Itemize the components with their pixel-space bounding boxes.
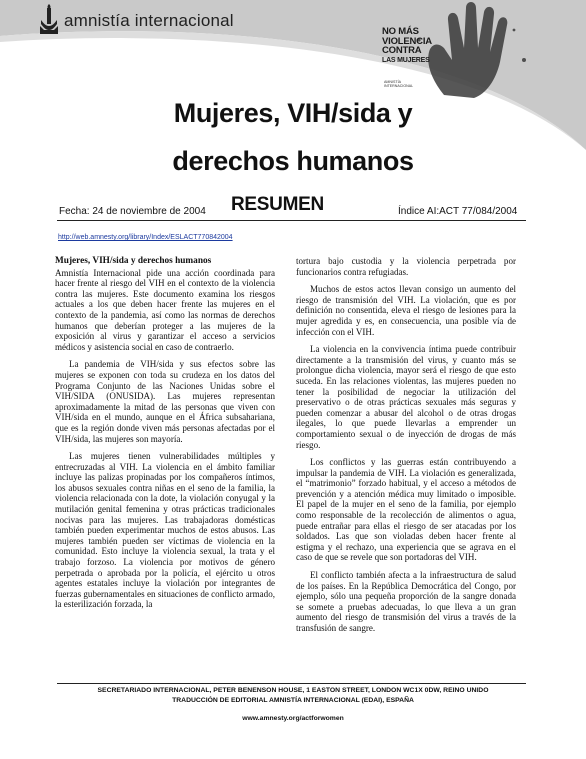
document-index: Índice AI:ACT 77/084/2004 bbox=[398, 206, 518, 217]
right-column bbox=[296, 256, 516, 641]
body-paragraph: El conflicto también afecta a la infraestructura de salud de los países. En la República Democrática del Congo, por ejemplo, sólo una pequeña proporción de la sangre donada se somete a pruebas adecuadas, lo que lleva a un gran aumento del riesgo de transmisión del virus a través de la transfusión de sangre. bbox=[296, 570, 516, 633]
footer-translation: TRADUCCIÓN DE EDITORIAL AMNISTÍA INTERNACIONAL (EDAI), ESPAÑA bbox=[172, 697, 414, 704]
campaign-line: CONTRA bbox=[382, 45, 422, 56]
amnesty-logo bbox=[40, 3, 234, 35]
body-paragraph: Amnistía Internacional pide una acción coordinada para hacer frente al riesgo del VIH en el contexto de la violencia contra las mujeres. Este documento examina los riesgos actuales a los que deben hacer frente las mujeres en el contexto de la pandemia, así como las normas de derechos humanos que deberían proteger a las mujeres de la exposición al virus y garantizar el acceso a servicios médicos y asistencia social en caso de contraerlo. bbox=[55, 267, 275, 352]
footer-divider bbox=[57, 683, 526, 684]
campaign-line: VIOLENCIA bbox=[382, 35, 432, 47]
footer-url[interactable]: www.amnesty.org/actforwomen bbox=[242, 715, 344, 722]
org-name: amnistía internacional bbox=[64, 11, 234, 30]
source-link[interactable]: http://web.amnesty.org/library/Index/ESLACT770842004 bbox=[58, 234, 233, 241]
document-title-line-2: derechos humanos bbox=[172, 146, 414, 176]
document-type: RESUMEN bbox=[231, 194, 324, 215]
campaign-slogan bbox=[382, 27, 432, 65]
campaign-org bbox=[384, 80, 413, 88]
body-paragraph: La violencia en la convivencia íntima puede contribuir directamente a la transmisión del virus, y cuanto más se prolongue dicha violencia, mayor será el riesgo de que esto suceda. En las relaciones violentas, las mujeres pueden no tener la posibilidad de negociar la utilización del preservativo o de otras prácticas sexuales más seguras y pueden comenzar a abusar del alcohol o de otras drogas ilegales, lo que puede llevarlas a emprender un comportamiento sexual o de inyección de drogas de más riesgo. bbox=[296, 344, 516, 450]
body-paragraph: Las mujeres tienen vulnerabilidades múltiples y entrecruzadas al VIH. La violencia en el ámbito familiar incluye las palizas propinadas por los compañeros íntimos, los abusos sexuales contra niñas en el seno de la familia, la violencia relacionada con la dote, la violación conyugal y la mutilación genital femenina y otras prácticas tradicionales nocivas para las mujeres. Las trabajadoras domésticas también pueden experimentar muchos de estos abusos. Las mujeres también pueden ser víctimas de violencia en la comunidad. Esto incluye la violencia sexual, la trata y el trabajo forzoso. La violencia por motivos de género perpetrada o aprobada por la policía, el ejército u otros agentes estatales incluye la violación por integrantes de fuerzas gubernamentales en situaciones de conflicto armado, la esterilización forzada, la bbox=[55, 451, 275, 610]
body-paragraph: Muchos de estos actos llevan consigo un aumento del riesgo de transmisión del VIH. La violación, que es por definición no consentida, eleva el riesgo de lesiones para la mujer agredida y es, en consecuencia, una posible vía de infección con el VIH. bbox=[296, 284, 516, 337]
body-paragraph: La pandemia de VIH/sida y sus efectos sobre las mujeres se exponen con toda su crudeza en los datos del Programa Conjunto de las Naciones Unidas sobre el VIH/SIDA (ONUSIDA). Las mujeres representan aproximadamente la mitad de las personas que viven con VIH/sida en el mundo, aunque en el África subsahariana, que es la región donde viven más personas afectadas por el VIH/sida, las mujeres son mayoría. bbox=[55, 359, 275, 444]
campaign-line: LAS MUJERES bbox=[382, 56, 430, 64]
campaign-line: NO MÁS bbox=[382, 26, 419, 37]
campaign-org-line: AMNISTÍA bbox=[384, 80, 401, 84]
body-paragraph: tortura bajo custodia y la violencia perpetrada por funcionarios contra refugiadas. bbox=[296, 256, 516, 277]
document-title-line-1: Mujeres, VIH/sida y bbox=[173, 98, 413, 128]
document-date: Fecha: 24 de noviembre de 2004 bbox=[59, 206, 206, 217]
footer-address: SECRETARIADO INTERNACIONAL, PETER BENENSON HOUSE, 1 EASTON STREET, LONDON WC1X 0DW, REINO UNIDO bbox=[97, 687, 489, 694]
left-column bbox=[55, 256, 275, 617]
candle-icon bbox=[40, 4, 58, 34]
body-paragraph: Los conflictos y las guerras están contribuyendo a impulsar la pandemia de VIH. La violación es generalizada, el “matrimonio” forzado habitual, y el acceso a métodos de prevención y a atención médica muy limitado o imposible. El papel de la mujer en el seno de la familia, por ejemplo como responsable de la recolección de alimentos o agua, puede entrañar para ellas el riesgo de ser atacadas por los soldados. Las que son violadas deben hacer frente al estigma y el rechazo, una experiencia que se agrava en el caso de que se revele que son portadoras del VIH. bbox=[296, 457, 516, 563]
divider bbox=[57, 220, 526, 221]
campaign-org-line: INTERNACIONAL bbox=[384, 84, 414, 88]
section-heading: Mujeres, VIH/sida y derechos humanos bbox=[55, 256, 212, 266]
